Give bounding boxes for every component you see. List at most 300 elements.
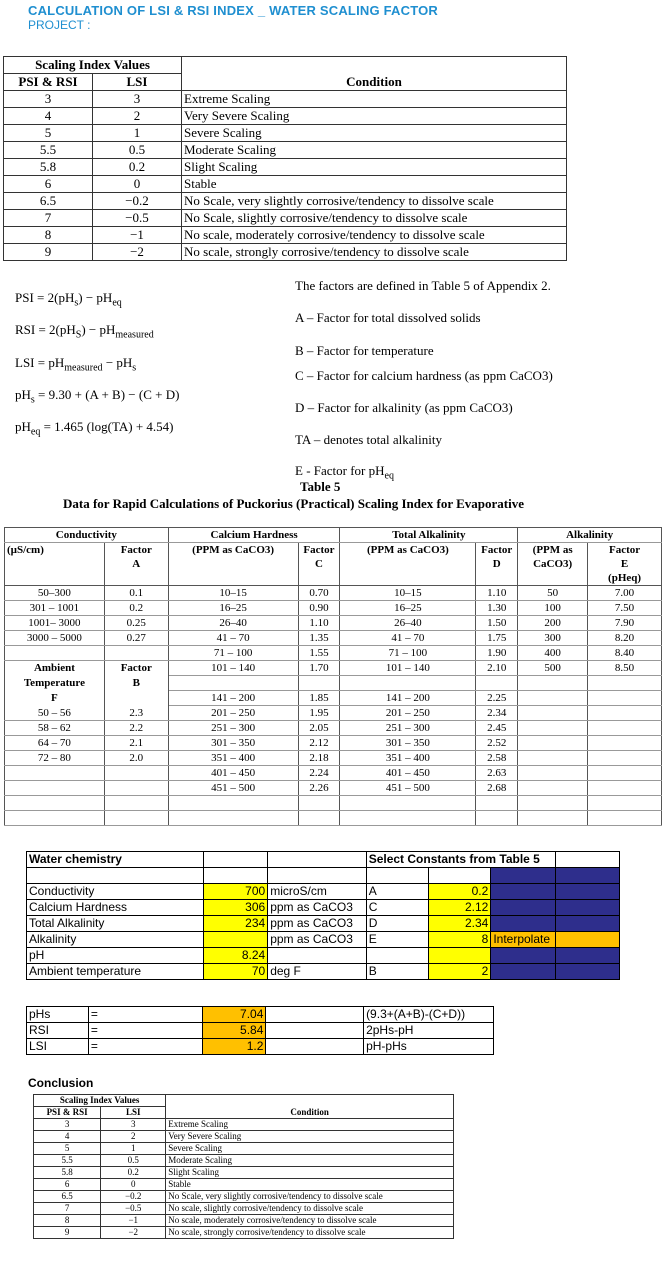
- alkalinity-header: Alkalinity: [518, 528, 662, 543]
- empty-cell: [555, 948, 619, 964]
- constant-letter: C: [366, 900, 428, 916]
- factor-d-def: D – Factor for alkalinity (as ppm CaCO3): [295, 400, 513, 415]
- lsi-value: 2: [93, 108, 182, 125]
- table5: [4, 527, 662, 826]
- conclusion-table: [33, 1094, 454, 1239]
- condition-value: No scale, moderately corrosive/tendency to dissolve scale: [166, 1215, 454, 1227]
- empty-cell: [588, 751, 662, 766]
- factor-c-value: 1.55: [298, 646, 340, 661]
- psi-value: 9: [4, 244, 93, 261]
- alkalinity-range: 301 – 350: [340, 736, 476, 751]
- table-row: [4, 142, 567, 159]
- psi-value: 6.5: [34, 1191, 101, 1203]
- parameter-label: Calcium Hardness: [27, 900, 204, 916]
- factor-d-value: 1.75: [476, 631, 518, 646]
- factor-c-value: 1.10: [298, 616, 340, 631]
- table-row: [5, 646, 662, 661]
- table5-title: Data for Rapid Calculations of Puckorius (Practical) Scaling Index for Evaporative: [63, 496, 525, 511]
- psi-value: 3: [34, 1119, 101, 1131]
- project-label: PROJECT :: [28, 18, 91, 32]
- empty-cell: [518, 736, 588, 751]
- table-row: [4, 125, 567, 142]
- factor-c-value: 1.85: [298, 691, 340, 706]
- ca-unit: (PPM as CaCO3): [168, 543, 298, 558]
- factor-value: 0.25: [104, 616, 168, 631]
- empty-cell: [340, 811, 476, 826]
- condition-value: No scale, slightly corrosive/tendency to dissolve scale: [166, 1203, 454, 1215]
- empty-cell: [168, 796, 298, 811]
- condition-value: Severe Scaling: [182, 125, 567, 142]
- table-row: [34, 1179, 454, 1191]
- empty-cell: [518, 766, 588, 781]
- constant-input[interactable]: 2.34: [429, 916, 491, 932]
- empty-cell: [588, 676, 662, 691]
- unit-label: microS/cm: [268, 884, 366, 900]
- alkalinity-range: 26–40: [340, 616, 476, 631]
- parameter-label: Conductivity: [27, 884, 204, 900]
- empty-cell: [555, 932, 619, 948]
- cond-temp-range: 50 – 56: [5, 706, 105, 721]
- lsi-value: −0.2: [101, 1191, 166, 1203]
- empty-cell: [588, 736, 662, 751]
- result-value: 7.04: [202, 1007, 266, 1023]
- empty-cell: [340, 796, 476, 811]
- empty-cell: [588, 796, 662, 811]
- lsi-value: 0: [93, 176, 182, 193]
- empty-cell: [588, 811, 662, 826]
- table-row: [27, 1007, 494, 1023]
- conductivity-header: Conductivity: [5, 528, 169, 543]
- psi-value: 8: [34, 1215, 101, 1227]
- parameter-label: Alkalinity: [27, 932, 204, 948]
- constant-input[interactable]: 8: [429, 932, 491, 948]
- empty-cell: [5, 811, 105, 826]
- empty-cell: [104, 781, 168, 796]
- condition-value: Very Severe Scaling: [166, 1131, 454, 1143]
- parameter-input[interactable]: 234: [203, 916, 267, 932]
- alkalinity-range: 10–15: [340, 586, 476, 601]
- factor-e-value: 7.90: [588, 616, 662, 631]
- psi-formula: PSI = $2(pH_s) - pH_{eq}$: [15, 290, 122, 309]
- constant-input[interactable]: 2: [429, 964, 491, 980]
- results-table: [26, 1006, 494, 1055]
- alk-unit: (PPM as: [518, 543, 588, 558]
- psi-value: 8: [4, 227, 93, 244]
- empty-cell: [5, 781, 105, 796]
- parameter-input[interactable]: 700: [203, 884, 267, 900]
- empty-cell: [298, 811, 340, 826]
- condition-value: Slight Scaling: [182, 159, 567, 176]
- factor-e-letter: E: [588, 557, 662, 571]
- factor-d-value: 1.10: [476, 586, 518, 601]
- table-row: [5, 811, 662, 826]
- empty-cell: [340, 676, 476, 691]
- equals-sign: =: [88, 1023, 202, 1039]
- conclusion-condition-header: Condition: [166, 1095, 454, 1119]
- empty-cell: [266, 1023, 364, 1039]
- condition-value: Moderate Scaling: [166, 1155, 454, 1167]
- psi-value: 5.8: [4, 159, 93, 176]
- factor-c-value: 1.70: [298, 661, 340, 676]
- lsi-value: 3: [101, 1119, 166, 1131]
- factor-a-label: Factor: [104, 543, 168, 558]
- constant-input[interactable]: 0.2: [429, 884, 491, 900]
- empty-cell: [104, 811, 168, 826]
- empty-cell: [298, 676, 340, 691]
- condition-value: No Scale, slightly corrosive/tendency to dissolve scale: [182, 210, 567, 227]
- table-row: [5, 631, 662, 646]
- factor-b-def: B – Factor for temperature: [295, 343, 434, 358]
- condition-value: No scale, strongly corrosive/tendency to dissolve scale: [166, 1227, 454, 1239]
- table-row: [4, 193, 567, 210]
- factor-d-value: 2.63: [476, 766, 518, 781]
- table-row: [5, 796, 662, 811]
- page-title: CALCULATION OF LSI & RSI INDEX _ WATER SCALING FACTOR: [28, 3, 438, 18]
- empty-cell: [588, 721, 662, 736]
- factor-a-def: A – Factor for total dissolved solids: [295, 310, 481, 325]
- table5-label: Table 5: [300, 479, 341, 494]
- table-row: [4, 210, 567, 227]
- empty-cell: [518, 811, 588, 826]
- table-row: [34, 1203, 454, 1215]
- factor-e-value: 8.50: [588, 661, 662, 676]
- empty-cell: [518, 781, 588, 796]
- lsi-value: −0.5: [93, 210, 182, 227]
- cond-temp-range: 301 – 1001: [5, 601, 105, 616]
- result-value: 5.84: [202, 1023, 266, 1039]
- empty-cell: [518, 706, 588, 721]
- conclusion-caption: Scaling Index Values: [34, 1095, 166, 1107]
- cond-temp-range: 3000 – 5000: [5, 631, 105, 646]
- total-alkalinity-header: Total Alkalinity: [340, 528, 518, 543]
- result-label: RSI: [27, 1023, 89, 1039]
- lsi-value: −1: [93, 227, 182, 244]
- condition-value: Stable: [182, 176, 567, 193]
- result-value: 1.2: [202, 1039, 266, 1055]
- factor-c-value: 2.26: [298, 781, 340, 796]
- table-row: [5, 691, 662, 706]
- alkalinity-ppm: 100: [518, 601, 588, 616]
- table-row: [27, 932, 620, 948]
- conclusion-label: Conclusion: [28, 1076, 94, 1090]
- cond-temp-range: 64 – 70: [5, 736, 105, 751]
- cond-temp-range: 58 – 62: [5, 721, 105, 736]
- factor-d-value: 2.52: [476, 736, 518, 751]
- factor-c-def: C – Factor for calcium hardness (as ppm CaCO3): [295, 368, 553, 383]
- table-row: [27, 900, 620, 916]
- factor-e-value: 8.20: [588, 631, 662, 646]
- calcium-header: Calcium Hardness: [168, 528, 340, 543]
- psi-value: 5: [34, 1143, 101, 1155]
- table-row: [4, 108, 567, 125]
- condition-value: Moderate Scaling: [182, 142, 567, 159]
- empty-cell: [476, 676, 518, 691]
- factor-value: Factor: [104, 661, 168, 676]
- calcium-range: 26–40: [168, 616, 298, 631]
- factor-d-value: 2.68: [476, 781, 518, 796]
- factor-d-value: 1.90: [476, 646, 518, 661]
- conclusion-psi-header: PSI & RSI: [34, 1107, 101, 1119]
- empty-cell: [476, 796, 518, 811]
- empty-cell: [298, 796, 340, 811]
- select-constants-title: Select Constants from Table 5: [366, 852, 555, 868]
- result-formula: pH-pHs: [364, 1039, 494, 1055]
- factor-d-value: 2.10: [476, 661, 518, 676]
- cond-temp-range: 1001– 3000: [5, 616, 105, 631]
- factor-d-value: 1.50: [476, 616, 518, 631]
- factor-c-value: 0.90: [298, 601, 340, 616]
- constant-input[interactable]: 2.12: [429, 900, 491, 916]
- cond-unit: (µS/cm): [5, 543, 105, 558]
- condition-value: No scale, moderately corrosive/tendency to dissolve scale: [182, 227, 567, 244]
- table-row: [5, 781, 662, 796]
- alkalinity-ppm: 200: [518, 616, 588, 631]
- table-row: [27, 948, 620, 964]
- table-row: [27, 916, 620, 932]
- parameter-label: Ambient temperature: [27, 964, 204, 980]
- water-chemistry-title: Water chemistry: [27, 852, 204, 868]
- calcium-range: 71 – 100: [168, 646, 298, 661]
- alkalinity-range: 101 – 140: [340, 661, 476, 676]
- table-row: [5, 676, 662, 691]
- cond-temp-range: Temperature: [5, 676, 105, 691]
- empty-cell: [518, 676, 588, 691]
- pheq-formula: $pH_{eq} = 1.465$ (log(TA) + 4.54): [15, 419, 174, 438]
- constant-letter: E: [366, 932, 428, 948]
- factor-e-def: E - Factor for $pH_{eq}$: [295, 463, 394, 482]
- cond-temp-range: 72 – 80: [5, 751, 105, 766]
- psi-value: 4: [4, 108, 93, 125]
- parameter-label: Total Alkalinity: [27, 916, 204, 932]
- factor-c-value: 2.18: [298, 751, 340, 766]
- empty-cell: [518, 691, 588, 706]
- alkalinity-range: 251 – 300: [340, 721, 476, 736]
- result-formula: 2pHs-pH: [364, 1023, 494, 1039]
- psi-value: 6: [34, 1179, 101, 1191]
- table-row: [5, 736, 662, 751]
- factor-e-value: 8.40: [588, 646, 662, 661]
- calcium-range: 301 – 350: [168, 736, 298, 751]
- factor-c-value: 2.05: [298, 721, 340, 736]
- parameter-input[interactable]: 8.24: [203, 948, 267, 964]
- alkalinity-ppm: 500: [518, 661, 588, 676]
- table-row: [34, 1143, 454, 1155]
- factor-value: 0.2: [104, 601, 168, 616]
- table-row: [34, 1155, 454, 1167]
- empty-cell: [555, 884, 619, 900]
- table-row: [27, 884, 620, 900]
- condition-value: No Scale, very slightly corrosive/tendency to dissolve scale: [166, 1191, 454, 1203]
- table-row: [5, 751, 662, 766]
- empty-cell: [104, 796, 168, 811]
- alkalinity-ppm: 300: [518, 631, 588, 646]
- factor-e-value: 7.00: [588, 586, 662, 601]
- calcium-range: 401 – 450: [168, 766, 298, 781]
- psi-value: 7: [4, 210, 93, 227]
- psi-value: 6.5: [4, 193, 93, 210]
- table-row: [5, 586, 662, 601]
- table-row: [27, 1039, 494, 1055]
- table-row: [5, 661, 662, 676]
- parameter-input[interactable]: 70: [203, 964, 267, 980]
- cond-temp-range: F: [5, 691, 105, 706]
- psi-value: 6: [4, 176, 93, 193]
- constant-letter: [366, 948, 428, 964]
- empty-cell: [518, 796, 588, 811]
- empty-cell: [555, 900, 619, 916]
- table-row: [5, 721, 662, 736]
- condition-value: Slight Scaling: [166, 1167, 454, 1179]
- psi-value: 5.5: [4, 142, 93, 159]
- equals-sign: =: [88, 1039, 202, 1055]
- empty-cell: [168, 676, 298, 691]
- factor-d-value: 1.30: [476, 601, 518, 616]
- factor-c-value: 1.35: [298, 631, 340, 646]
- condition-value: Stable: [166, 1179, 454, 1191]
- alkalinity-range: 401 – 450: [340, 766, 476, 781]
- table-row: [5, 616, 662, 631]
- lsi-value: −0.2: [93, 193, 182, 210]
- equals-sign: =: [88, 1007, 202, 1023]
- factor-value: [104, 691, 168, 706]
- factor-c-value: 2.12: [298, 736, 340, 751]
- empty-cell: [491, 948, 555, 964]
- condition-value: Severe Scaling: [166, 1143, 454, 1155]
- condition-value: No scale, strongly corrosive/tendency to dissolve scale: [182, 244, 567, 261]
- unit-label: ppm as CaCO3: [268, 932, 366, 948]
- lsi-value: 1: [93, 125, 182, 142]
- factor-value: B: [104, 676, 168, 691]
- factor-c-label: Factor: [298, 543, 340, 558]
- empty-cell: [588, 706, 662, 721]
- psi-value: 5.8: [34, 1167, 101, 1179]
- table-row: [34, 1119, 454, 1131]
- constant-letter: B: [366, 964, 428, 980]
- lsi-value: 1: [101, 1143, 166, 1155]
- water-chemistry-sheet: [26, 851, 620, 980]
- psi-value: 7: [34, 1203, 101, 1215]
- lsi-value: 2: [101, 1131, 166, 1143]
- empty-cell: [168, 811, 298, 826]
- factor-e-label: Factor: [588, 543, 662, 558]
- empty-cell: [104, 766, 168, 781]
- table-row: [4, 244, 567, 261]
- lsi-value: −0.5: [101, 1203, 166, 1215]
- table-row: [4, 176, 567, 193]
- result-label: LSI: [27, 1039, 89, 1055]
- lsi-value: −2: [93, 244, 182, 261]
- psi-value: 4: [34, 1131, 101, 1143]
- lsi-header: LSI: [93, 74, 182, 91]
- scaling-table-caption: Scaling Index Values: [4, 57, 182, 74]
- ta-unit: (PPM as CaCO3): [340, 543, 476, 558]
- unit-label: ppm as CaCO3: [268, 900, 366, 916]
- table-row: [5, 601, 662, 616]
- psi-header: PSI & RSI: [4, 74, 93, 91]
- table-row: [4, 227, 567, 244]
- empty-cell: [476, 811, 518, 826]
- condition-value: Extreme Scaling: [166, 1119, 454, 1131]
- empty-cell: [588, 766, 662, 781]
- lsi-value: 3: [93, 91, 182, 108]
- factor-ta-def: TA – denotes total alkalinity: [295, 432, 442, 447]
- psi-value: 3: [4, 91, 93, 108]
- empty-cell: [491, 884, 555, 900]
- condition-value: Very Severe Scaling: [182, 108, 567, 125]
- table-row: [34, 1167, 454, 1179]
- factor-c-value: 2.24: [298, 766, 340, 781]
- empty-cell: [491, 916, 555, 932]
- factor-value: 2.0: [104, 751, 168, 766]
- empty-cell: [5, 646, 105, 661]
- calcium-range: 201 – 250: [168, 706, 298, 721]
- factor-value: 2.2: [104, 721, 168, 736]
- result-formula: (9.3+(A+B)-(C+D)): [364, 1007, 494, 1023]
- psi-value: 9: [34, 1227, 101, 1239]
- factor-value: 0.1: [104, 586, 168, 601]
- factor-d-letter: D: [476, 557, 518, 571]
- factor-d-value: 2.34: [476, 706, 518, 721]
- empty-cell: [266, 1007, 364, 1023]
- lsi-value: −2: [101, 1227, 166, 1239]
- conclusion-lsi-header: LSI: [101, 1107, 166, 1119]
- factor-d-value: 2.25: [476, 691, 518, 706]
- lsi-value: 0.5: [93, 142, 182, 159]
- phs-formula: $pH_s = 9.30 + (A + B) - (C + D)$: [15, 387, 180, 406]
- condition-value: Extreme Scaling: [182, 91, 567, 108]
- interpolate-note: Interpolate: [491, 932, 555, 948]
- condition-value: No Scale, very slightly corrosive/tendency to dissolve scale: [182, 193, 567, 210]
- empty-cell: [588, 781, 662, 796]
- empty-cell: [5, 766, 105, 781]
- table-row: [5, 766, 662, 781]
- cond-temp-range: 50–300: [5, 586, 105, 601]
- alkalinity-range: 16–25: [340, 601, 476, 616]
- table-row: [34, 1227, 454, 1239]
- table-row: [34, 1215, 454, 1227]
- table-row: [34, 1191, 454, 1203]
- calcium-range: 41 – 70: [168, 631, 298, 646]
- table-row: [27, 964, 620, 980]
- unit-label: ppm as CaCO3: [268, 916, 366, 932]
- lsi-value: 0.5: [101, 1155, 166, 1167]
- condition-header: Condition: [182, 57, 567, 91]
- constant-letter: D: [366, 916, 428, 932]
- parameter-input[interactable]: 306: [203, 900, 267, 916]
- unit-label: [268, 948, 366, 964]
- factor-c-value: 0.70: [298, 586, 340, 601]
- calcium-range: 16–25: [168, 601, 298, 616]
- rsi-formula: RSI = $2(pH_S) - pH_{measured}$: [15, 322, 154, 341]
- calcium-range: 451 – 500: [168, 781, 298, 796]
- empty-cell: [266, 1039, 364, 1055]
- psi-value: 5: [4, 125, 93, 142]
- empty-cell: [555, 916, 619, 932]
- calcium-range: 251 – 300: [168, 721, 298, 736]
- empty-cell: [491, 964, 555, 980]
- factor-value: 0.27: [104, 631, 168, 646]
- constant-input[interactable]: [429, 948, 491, 964]
- pheq-label: (pHeq): [588, 571, 662, 586]
- lsi-value: 0.2: [93, 159, 182, 176]
- alkalinity-range: 351 – 400: [340, 751, 476, 766]
- factor-value: 2.3: [104, 706, 168, 721]
- lsi-formula: LSI = $pH_{measured} - pH_s$: [15, 355, 137, 374]
- lsi-value: 0.2: [101, 1167, 166, 1179]
- lsi-value: 0: [101, 1179, 166, 1191]
- parameter-input[interactable]: [203, 932, 267, 948]
- calcium-range: 10–15: [168, 586, 298, 601]
